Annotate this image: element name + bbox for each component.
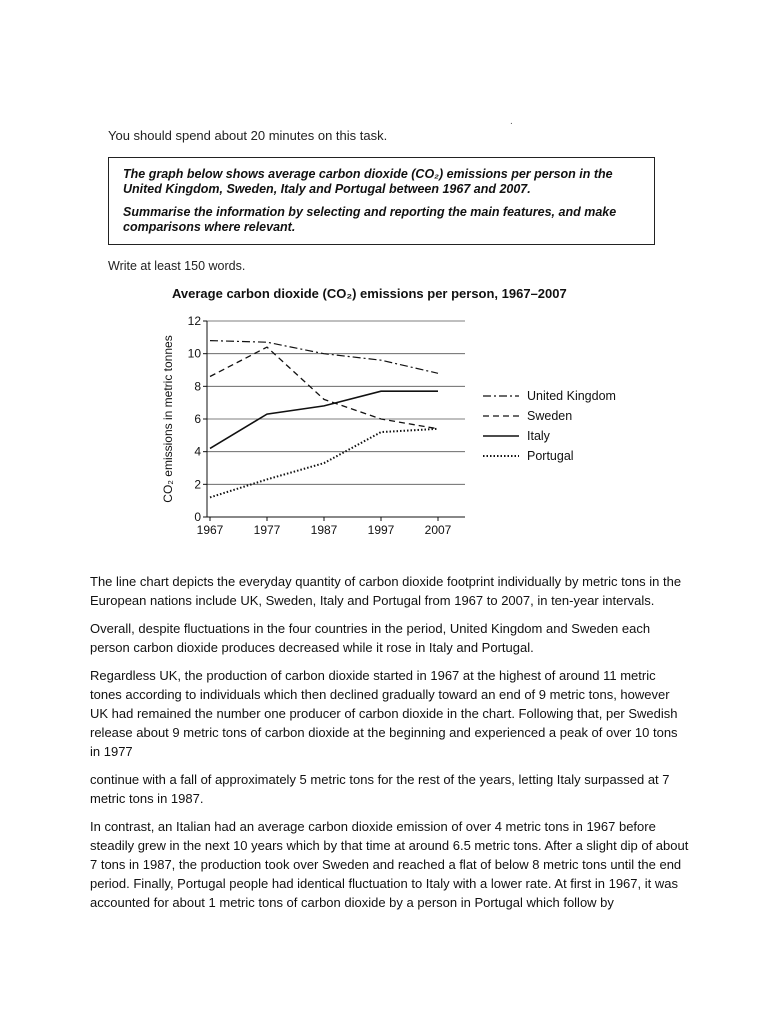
legend-label: Portugal: [527, 449, 574, 463]
chart-title: Average carbon dioxide (CO₂) emissions per person, 1967–2007: [172, 286, 567, 301]
y-tick-label: 0: [194, 510, 201, 524]
word-count-instruction: Write at least 150 words.: [108, 259, 246, 273]
stray-mark: .: [510, 116, 513, 127]
x-tick-label: 1987: [310, 523, 338, 535]
task-prompt: The graph below shows average carbon dioxide (CO₂) emissions per person in the United Kingdom, Sweden, Italy and Portugal between 1967 and 2007.: [123, 167, 613, 196]
essay: [90, 572, 690, 921]
essay-paragraph: The line chart depicts the everyday quantity of carbon dioxide footprint individually by metric tons in the European nations include UK, Sweden, Italy and Portugal from 1967 to 2007, in ten-year intervals.: [90, 574, 682, 608]
y-tick-label: 10: [187, 346, 201, 361]
chart-legend: [483, 389, 616, 463]
y-tick-label: 6: [194, 412, 201, 426]
x-tick-label: 1967: [196, 523, 224, 535]
series-line-portugal: [210, 429, 438, 498]
x-ticks: [197, 517, 452, 535]
time-instruction: You should spend about 20 minutes on this task.: [108, 128, 388, 143]
series-line-sweden: [210, 347, 438, 429]
y-tick-label: 4: [194, 444, 201, 459]
line-chart: [150, 305, 670, 535]
task-summary: Summarise the information by selecting and reporting the main features, and make comparisons where relevant.: [123, 205, 617, 234]
essay-paragraph: In contrast, an Italian had an average carbon dioxide emission of over 4 metric tons in 1967 before steadily grew in the next 10 years which by that time at around 6.5 metric tons. After a slight dip of about 7 tons in 1987, the production took over Sweden and reached a flat of below 8 metric tons until the end period. Finally, Portugal people had identical fluctuation to Italy with a lower rate. At first in 1967, it was accounted for about 1 metric tons of carbon dioxide by a person in Portugal which follow by: [90, 819, 689, 910]
essay-paragraph: continue with a fall of approximately 5 metric tons for the rest of the years, letting Italy surpassed at 7 metric tons in 1987.: [90, 772, 670, 806]
y-axis-label: CO₂ emissions in metric tonnes: [161, 335, 175, 503]
series-line-united-kingdom: [210, 341, 438, 374]
task-box: [108, 157, 655, 245]
legend-label: Sweden: [527, 409, 573, 423]
x-tick-label: 2007: [424, 523, 452, 535]
y-ticks: [188, 314, 207, 524]
essay-paragraph: Overall, despite fluctuations in the four countries in the period, United Kingdom and Sweden each person carbon dioxide produces decreased while it rose in Italy and Portugal.: [90, 621, 651, 655]
x-tick-label: 1997: [367, 523, 395, 535]
legend-label: Italy: [527, 429, 550, 443]
x-tick-label: 1977: [253, 523, 281, 535]
essay-paragraph: Regardless UK, the production of carbon dioxide started in 1967 at the highest of around 11 metric tones according to individuals which then declined gradually toward an end of 9 metric tons, however UK had remained the number one producer of carbon dioxide in the chart. Following that, per Swedish release about 9 metric tons of carbon dioxide at the beginning and experienced a peak of over 10 tons in 1977: [90, 668, 678, 759]
y-tick-label: 12: [187, 314, 201, 328]
y-tick-label: 2: [194, 477, 201, 492]
legend-label: United Kingdom: [527, 389, 616, 403]
y-tick-label: 8: [194, 379, 201, 394]
